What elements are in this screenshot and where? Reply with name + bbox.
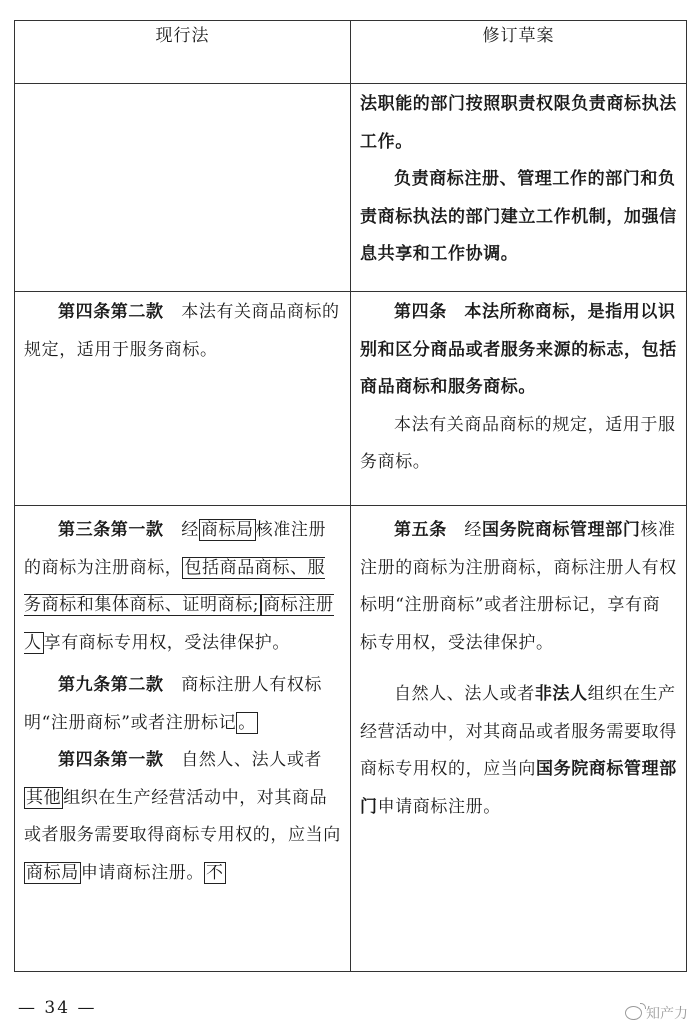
row3-right-article5: [360, 512, 677, 662]
boxed-registrant: 商标注册人: [24, 595, 334, 653]
row2-right-p2: 本法有关商品商标的规定，适用于服务商标。: [360, 414, 676, 472]
row1-left-cell: [15, 84, 351, 292]
row3-right-cell: [351, 506, 687, 972]
article4-text-2: 组织在生产经营活动中，对其商品或者服务需要取得商标专用权的，应当向: [24, 787, 341, 845]
weibo-icon: [625, 1006, 642, 1020]
row2-left-text: 本法有关商品商标的规定，适用于服务商标。: [24, 302, 340, 360]
boxed-trademark-office-2: 商标局: [26, 862, 79, 883]
boxed-period: 。: [238, 712, 256, 733]
row1-right-cell: [351, 84, 687, 292]
boxed-trademark-types: 包括商品商标、服务商标和集体商标、证明商标;: [24, 557, 326, 615]
article4-text-1: 自然人、法人或者: [181, 750, 323, 770]
boxed-other: 其他: [26, 787, 62, 808]
row3-right-p2: [360, 676, 677, 826]
row3-left-article9: [24, 667, 341, 742]
header-row: [15, 21, 687, 84]
row1-right-p2: 负责商标注册、管理工作的部门和负责商标执法的部门建立工作机制，加强信息共享和工作协调。: [360, 169, 677, 264]
article3-text-2: 核准注册的商标为注册商标，: [24, 520, 327, 578]
article9-text: 商标注册人有权标明“注册商标”或者注册标记: [24, 675, 323, 733]
header-current-law: 现行法: [15, 21, 351, 84]
p2-text-3: 申请商标注册。: [377, 796, 501, 817]
article5-text-1: 经: [464, 520, 483, 540]
article5-text-3: 享有商标专用权，受法律保护。: [360, 595, 661, 653]
article5-text-2: 核准注册的商标为注册商标，商标注册人有权标明“注册商标”或者注册标记，: [360, 520, 677, 615]
row2-left-cell: [15, 292, 351, 506]
row1-right-p1: 法职能的部门按照职责权限负责商标执法工作。: [360, 94, 677, 152]
article4-text-3: 申请商标注册。: [80, 862, 205, 883]
row3-left-cell: [15, 506, 351, 972]
boxed-not: 不: [206, 862, 224, 883]
p2-text-2: 组织在生产经营活动中，对其商品或者服务需要取得商标专用权的，应当向: [360, 684, 677, 779]
row2-left-article: 第四条第二款: [58, 302, 164, 322]
article9-label: 第九条第二款: [58, 675, 164, 695]
article5-dept: 国务院商标管理部门: [482, 520, 641, 540]
boxed-trademark-office-1: 商标局: [200, 520, 254, 540]
p2-dept: 国务院商标管理部门: [360, 759, 677, 817]
page-number: — 34 —: [18, 998, 97, 1018]
table-row: [15, 84, 687, 292]
row3-left-article4: [24, 742, 341, 892]
comparison-table: [14, 20, 687, 972]
table-row: [15, 292, 687, 506]
header-draft: 修订草案: [351, 21, 687, 84]
article3-text-1: 经: [181, 520, 199, 540]
article3-label: 第三条第一款: [58, 520, 164, 540]
watermark: [625, 1003, 688, 1023]
row2-right-cell: [351, 292, 687, 506]
article3-text-3: 享有商标专用权，受法律保护。: [43, 632, 291, 653]
article4-label: 第四条第一款: [58, 750, 164, 770]
article5-label: 第五条: [394, 520, 465, 540]
watermark-text: 知产力: [646, 1006, 688, 1022]
row2-left-paragraph: [24, 294, 341, 369]
p2-text-1: 自然人、法人或者: [394, 684, 535, 704]
table-row: [15, 506, 687, 972]
row3-left-article3: [24, 512, 341, 662]
row2-right-p1: 第四条 本法所称商标，是指用以识别和区分商品或者服务来源的标志，包括商品商标和服务商标。: [360, 302, 677, 397]
p2-non-legal-person: 非法人: [534, 684, 588, 704]
